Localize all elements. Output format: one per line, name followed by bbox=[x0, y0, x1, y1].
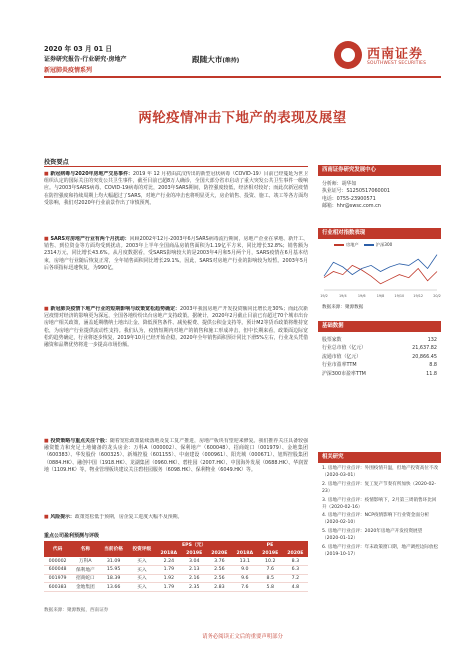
paragraph-body: 回顾2002年12月-2003年6月SARS病毒流行期间，房地产企业在拿地、新开工、销售、到位资金等方面均受到扰动。2003年上半年全国商品房销售面积为1.19亿平方米，同比增长32.8%；销售额为2314万元，同比增长43.6%。从月度数据看，受SARS影响较大的是2003年4月和5月两个月，SARS疫情在6月基本结束，房地产行业随后恢复正常，全年销售面积同比增长29.1%。因此，SARS对房地产行业的影响较为短暂。2003年5月后各项指标迅速恢复，为990亿， bbox=[44, 236, 308, 271]
table-cell: 5.8 bbox=[258, 583, 283, 592]
table-header: 当前价格 bbox=[99, 541, 127, 557]
table-row bbox=[44, 583, 308, 592]
summary-label: 投资要点 bbox=[44, 159, 69, 166]
paragraph-lead: 新冠病毒与2020年房地产交易事件： bbox=[50, 171, 133, 177]
table-cell: 2.13 bbox=[182, 566, 207, 575]
table-cell: 2.56 bbox=[207, 566, 232, 575]
paragraph-lead: 新冠肺炎疫情下地产行业的短期影响与政策宽松趋势确定： bbox=[50, 306, 181, 312]
reports-section-bar: 相关研究 bbox=[318, 452, 441, 463]
page-footer: 请务必阅读正文后的重要声明部分 bbox=[202, 634, 283, 640]
legend-label: 沪深300 bbox=[375, 242, 393, 247]
table-cell: 买入 bbox=[128, 557, 156, 566]
table-cell: 1.79 bbox=[156, 566, 182, 575]
table-cell: 18.39 bbox=[99, 574, 127, 583]
table-cell: 15.95 bbox=[99, 566, 127, 575]
related-report-link[interactable]: 2. 房地产行业点评：复工复产节奏有所加快（2020-02-23） bbox=[322, 481, 436, 494]
stats-section-bar: 基础数据 bbox=[318, 321, 441, 332]
table-cell: 13.66 bbox=[99, 583, 127, 592]
x-tick-label: 19/4 bbox=[338, 294, 347, 298]
table-row bbox=[44, 574, 308, 583]
table-cell: 9.6 bbox=[232, 574, 258, 583]
table-header: 2019E bbox=[258, 549, 283, 557]
table-cell: 600048 bbox=[44, 566, 71, 575]
stat-value: 20,866.45 bbox=[412, 353, 437, 360]
report-title: 两轮疫情冲击下地产的表现及展望 bbox=[138, 111, 347, 126]
table-cell: 招商蛇口 bbox=[71, 574, 99, 583]
table-title: 重点公司盈利预测与评级 bbox=[44, 533, 100, 539]
table-cell: 8.3 bbox=[283, 557, 308, 566]
related-report-link[interactable]: 5. 房地产行业点评：2020年房地产开发投资展望（2020-01-12） bbox=[322, 529, 423, 542]
table-cell: 31.09 bbox=[99, 557, 127, 566]
table-header: 名称 bbox=[71, 541, 99, 557]
table-cell: 金地集团 bbox=[71, 583, 99, 592]
related-report-link[interactable]: 4. 房地产行业点评：NCP疫情影响下行业资金面分析（2020-02-10） bbox=[322, 513, 430, 526]
analyst-phone: 电话：0755-23900571 bbox=[322, 195, 376, 202]
paragraph-body: 2019 年 12 月初由武汉传出的新型冠状病毒（COVID-19）目前已经蔓延为世卫组织认定的国际关注的突发公共卫生事件，截至目前已超8万人确诊，全国大部分省市启动了重大突发公共卫生事件一级响应。与2003年SARS病毒、COVID-19病毒的对比，2003年SARS期间，防控强度较低，经济相对较好；而此次新冠疫情在防控强度和持续周期上均大幅超过了SARS，对地产行业的冲击也将明显更大，房企销售、投资、施工、竣工等各方面均受影响，我们对2020年行业前景作出了审慎预判。 bbox=[44, 171, 308, 206]
x-tick-label: 20/2 bbox=[433, 294, 441, 298]
series-line-0 bbox=[324, 265, 437, 283]
paragraph-body: 政策宽松低于预期，房企复工进度大幅不及预期。 bbox=[74, 514, 183, 520]
table-cell: 买入 bbox=[128, 566, 156, 575]
chart-source: 数据来源：聚源数据 bbox=[322, 305, 364, 310]
table-cell: 3.04 bbox=[182, 557, 207, 566]
table-cell: 买入 bbox=[128, 583, 156, 592]
table-cell: 万科A bbox=[71, 557, 99, 566]
table-cell: 2.83 bbox=[207, 583, 232, 592]
stat-row bbox=[322, 337, 437, 344]
table-header: 2018A bbox=[156, 549, 182, 557]
table-cell: 2.24 bbox=[156, 557, 182, 566]
paragraph-body: 随着宽松政策陆续落地及复工复产推进，房地产板块有望迎来修复。我们推荐关注具备较强融资能力和充足土地储备的龙头房企：万科A（000002）、保利地产（600048）、招商蛇口（001979）、金地集团（600383）、华发股份（600325）、新城控股（601155）、中南建设（000961）、阳光城（000671）、旭辉控股集团（0884.HK）、融创中国（1918.HK）、龙湖集团（0960.HK）、碧桂园（2007.HK）、中国海外发展（0688.HK）、华润置地（1109.HK）等。物业管理板块建议关注碧桂园服务（6098.HK）、保利物业（6049.HK）等。 bbox=[44, 438, 308, 473]
bullet-icon: ■ bbox=[44, 438, 51, 444]
stat-value: 21,637.82 bbox=[412, 345, 437, 352]
stat-label: 股票家数 bbox=[322, 337, 342, 343]
table-header: 2020E bbox=[207, 549, 232, 557]
table-cell: 1.92 bbox=[156, 574, 182, 583]
paragraph-lead: 风险提示： bbox=[50, 514, 75, 520]
summary-paragraph bbox=[44, 438, 308, 510]
x-tick-label: 19/12 bbox=[413, 294, 424, 298]
rating-label: 跟随大市 bbox=[192, 55, 223, 64]
stat-value: 11.8 bbox=[426, 370, 437, 377]
table-cell: 2.16 bbox=[182, 574, 207, 583]
analyst-info bbox=[322, 181, 390, 211]
rating bbox=[192, 54, 239, 65]
stat-label: 流通市值（亿元） bbox=[322, 353, 362, 360]
bullet-icon: ■ bbox=[44, 171, 51, 177]
table-cell: 7.2 bbox=[283, 574, 308, 583]
table-cell: 6.3 bbox=[283, 566, 308, 575]
logo-text-cn: 西南证券 bbox=[367, 47, 424, 62]
company-logo bbox=[334, 41, 440, 73]
analyst-email-link[interactable]: 邮箱：hhr@swsc.com.cn bbox=[322, 203, 381, 210]
table-header: 投资评级 bbox=[128, 541, 156, 557]
table-header: 2018A bbox=[232, 549, 258, 557]
stat-row bbox=[322, 371, 437, 378]
table-cell: 600383 bbox=[44, 583, 71, 592]
stat-row bbox=[322, 362, 437, 369]
stat-row bbox=[322, 354, 437, 361]
table-row bbox=[44, 566, 308, 575]
stat-label: 行业市盈率TTM bbox=[322, 362, 357, 369]
related-report-link[interactable]: 6. 房地产行业点评：年末政策窗口期，地产调控边际放松（2019-10-17） bbox=[322, 545, 439, 557]
table-cell: 8.5 bbox=[258, 574, 283, 583]
summary-divider bbox=[44, 166, 308, 167]
bullet-icon: ■ bbox=[44, 514, 51, 520]
summary-paragraph bbox=[44, 306, 308, 392]
paragraph-lead: SARS对房地产行业有两个月扰动： bbox=[50, 236, 130, 242]
table-header: 2020E bbox=[283, 549, 308, 557]
related-reports-list bbox=[322, 466, 439, 561]
table-group-header: EPS（元） bbox=[156, 541, 232, 549]
analyst-name: 分析师：胡华如 bbox=[322, 181, 357, 187]
table-cell: 2.56 bbox=[207, 574, 232, 583]
table-cell: 10.2 bbox=[258, 557, 283, 566]
logo-mark-icon bbox=[334, 41, 362, 69]
paragraph-lead: 投资策略与重点关注个股： bbox=[50, 438, 110, 444]
table-header: 2019E bbox=[182, 549, 207, 557]
x-tick-label: 19/10 bbox=[394, 294, 405, 298]
x-tick-label: 19/2 bbox=[320, 294, 328, 298]
relative-index-chart bbox=[318, 240, 441, 300]
logo-text-en: SOUTHWEST SECURITIES bbox=[367, 61, 427, 66]
table-source: 数据来源：聚源数据，西南证券 bbox=[44, 608, 109, 613]
earnings-table bbox=[44, 541, 308, 592]
table-cell: 2.35 bbox=[182, 583, 207, 592]
series-line-1 bbox=[324, 255, 437, 277]
table-group-header: PE bbox=[232, 541, 308, 549]
chart-section-bar: 行业相对指数表现 bbox=[318, 228, 441, 239]
related-report-link[interactable]: 1. 房地产行业点评：外围疫情升温，但地产投资高位不改（2020-03-01） bbox=[322, 466, 439, 478]
stat-value: 8.8 bbox=[429, 362, 437, 369]
stat-label: 行业总市值（亿元） bbox=[322, 345, 367, 352]
stat-row bbox=[322, 345, 437, 352]
bullet-icon: ■ bbox=[44, 306, 51, 312]
header-divider bbox=[44, 76, 441, 78]
table-cell: 13.1 bbox=[232, 557, 258, 566]
summary-paragraph bbox=[44, 236, 308, 300]
summary-paragraph bbox=[44, 514, 308, 524]
stat-label: 沪深300市盈率TTM bbox=[322, 370, 366, 377]
bullet-icon: ■ bbox=[44, 236, 51, 242]
table-cell: 001979 bbox=[44, 574, 71, 583]
report-date: 2020 年 03 月 01 日 bbox=[44, 45, 112, 53]
report-category: 证券研究报告·行业研究·房地产 bbox=[44, 56, 127, 63]
table-cell: 9.0 bbox=[232, 566, 258, 575]
rating-note: (维持) bbox=[222, 58, 240, 64]
table-row bbox=[44, 557, 308, 566]
table-cell: 7.6 bbox=[232, 583, 258, 592]
related-report-link[interactable]: 3. 房地产行业点评：疫情影响下，2月第三周销售环比回升（2020-02-16） bbox=[322, 497, 437, 510]
table-cell: 买入 bbox=[128, 574, 156, 583]
paragraph-body: 2003年我国房地产开发投资额同比增长近30%；而此次新冠疫情对经济的影响更为深远，全国各地纷纷出台房地产支持政策。据统计，2020年2月截止目前已有超过70个城市出台房地产相关政策，涵盖延期缴纳土地出让金、降低预售条件、减免税费、提供公积金支持等。预计M2等货币政策将维持宽松，为房地产行业提供流动性支持。我们认为，疫情短期内对地产的销售和施工形成冲击，但中长期来看，政策面边际宽松的趋势确定，行业将逐步恢复，2019年10月已经开始企稳，2020年全年销售面积预计同比下滑5%左右，行业龙头凭借融资和品牌优势将进一步提高市场份额。 bbox=[44, 306, 308, 349]
summary-paragraph bbox=[44, 171, 308, 229]
stat-value: 132 bbox=[427, 337, 437, 343]
table-cell: 000002 bbox=[44, 557, 71, 566]
table-cell: 7.6 bbox=[258, 566, 283, 575]
table-cell: 保利地产 bbox=[71, 566, 99, 575]
table-cell: 3.76 bbox=[207, 557, 232, 566]
table-cell: 4.8 bbox=[283, 583, 308, 592]
report-series: 新冠肺炎疫情系列 bbox=[44, 67, 93, 74]
table-cell: 1.79 bbox=[156, 583, 182, 592]
x-tick-label: 19/8 bbox=[376, 294, 385, 298]
legend-label: 房地产 bbox=[346, 242, 359, 247]
analyst-section-bar: 西南证券研究发展中心 bbox=[318, 165, 441, 176]
x-tick-label: 19/6 bbox=[357, 294, 366, 298]
table-header: 代码 bbox=[44, 541, 71, 557]
analyst-license: 执业证号：S1250517060001 bbox=[322, 188, 391, 195]
